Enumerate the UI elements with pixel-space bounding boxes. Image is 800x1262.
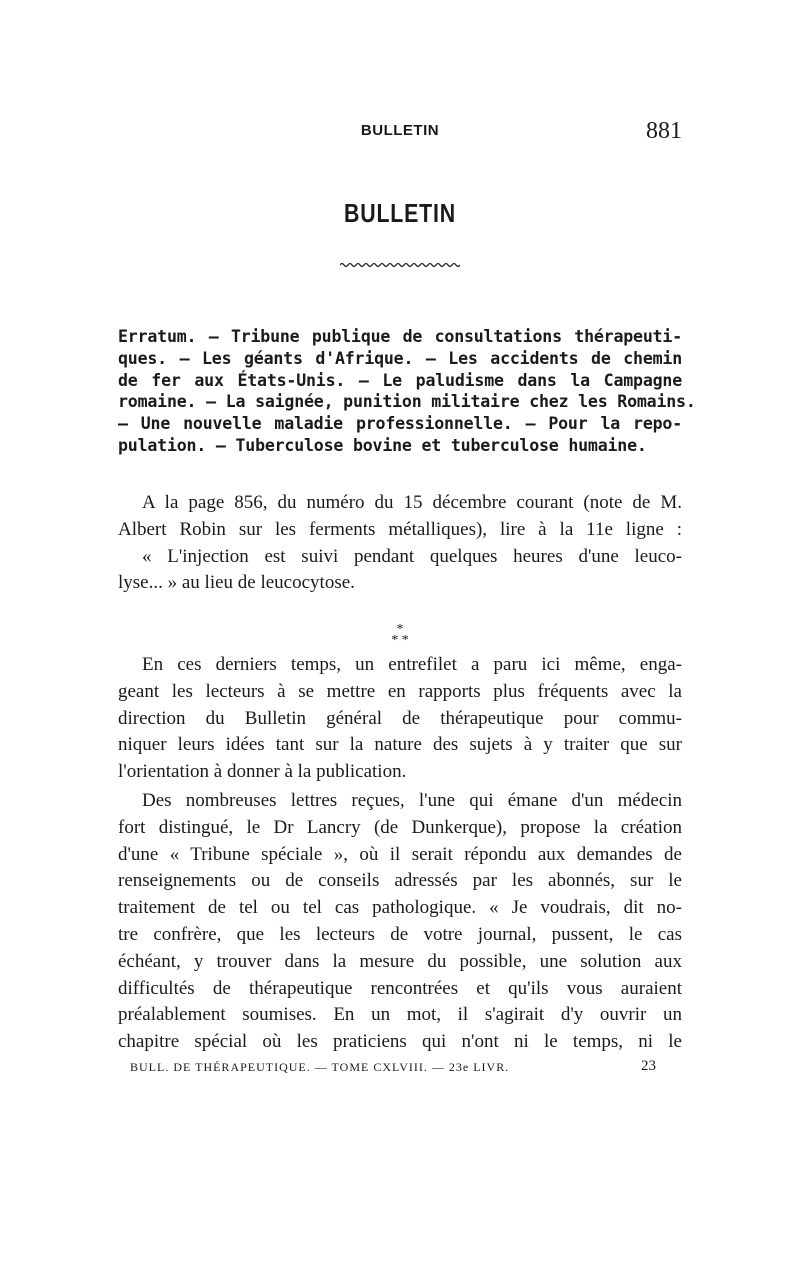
text-line: d'une « Tribune spéciale », où il serait répondu aux demandes de — [118, 843, 682, 865]
body-paragraph-2 — [118, 788, 682, 1056]
footer-sheet-number: 23 — [641, 1058, 656, 1074]
text-line: niquer leurs idées tant sur la nature des sujets à y traiter que sur — [118, 734, 682, 756]
text-line: lyse... » au lieu de leucocytose. — [118, 572, 355, 594]
text-line: échéant, y trouver dans la mesure du possible, une solution aux — [118, 950, 682, 972]
asterism-bottom: * * — [391, 633, 409, 648]
footer-signature: BULL. DE THÉRAPEUTIQUE. — TOME CXLVIII. — 23e LIVR. — [130, 1060, 510, 1074]
running-head — [118, 118, 682, 146]
erratum-paragraph — [118, 490, 682, 597]
text-line: direction du Bulletin général de thérapeutique pour commu- — [118, 707, 682, 729]
text-line: traitement de tel ou tel cas pathologique. « Je voudrais, dit no- — [118, 897, 682, 919]
summary-line: romaine. — La saignée, punition militaire chez les Romains. — [118, 392, 696, 412]
summary-line: de fer aux États-Unis. — Le paludisme dans la Campagne — [118, 370, 682, 390]
text-line: fort distingué, le Dr Lancry (de Dunkerque), propose la création — [118, 816, 682, 838]
text-line: « L'injection est suivi pendant quelques heures d'une leuco- — [142, 545, 682, 567]
summary-line: Erratum. — Tribune publique de consultations thérapeuti- — [118, 327, 682, 346]
asterism-top: * — [396, 622, 404, 637]
wavy-rule-ornament — [340, 262, 460, 268]
text-line: Albert Robin sur les ferments métalliques), lire à la 11e ligne : — [118, 518, 682, 540]
summary-line: pulation. — Tuberculose bovine et tuberculose humaine. — [118, 435, 647, 455]
section-summary — [118, 326, 696, 457]
text-line: Des nombreuses lettres reçues, l'une qui émane d'un médecin — [142, 790, 682, 811]
text-line: renseignements ou de conseils adressés par les abonnés, sur le — [118, 870, 682, 892]
body-paragraph-1 — [118, 652, 682, 786]
summary-line: ques. — Les géants d'Afrique. — Les accidents de chemin — [118, 348, 682, 368]
text-line: préalablement soumises. En un mot, il s'agirait d'y ouvrir un — [118, 1004, 682, 1026]
section-title: BULLETIN — [344, 198, 456, 228]
signature-footer — [118, 1058, 682, 1078]
running-title: BULLETIN — [360, 122, 440, 139]
asterism-separator — [370, 624, 430, 646]
text-line: A la page 856, du numéro du 15 décembre courant (note de M. — [142, 492, 682, 513]
text-line: tre confrère, que les lecteurs de votre journal, pussent, le cas — [118, 923, 682, 945]
text-line: En ces derniers temps, un entrefilet a paru ici même, enga- — [142, 654, 682, 675]
text-line: geant les lecteurs à se mettre en rapports plus fréquents avec la — [118, 680, 682, 702]
page-number: 881 — [646, 118, 682, 144]
text-line: chapitre spécial où les praticiens qui n'ont ni le temps, ni le — [118, 1031, 682, 1053]
summary-line: — Une nouvelle maladie professionnelle. — Pour la repo- — [118, 414, 682, 434]
text-line: l'orientation à donner à la publication. — [118, 761, 407, 783]
text-line: difficultés de thérapeutique rencontrées et qu'ils vous auraient — [118, 977, 682, 999]
